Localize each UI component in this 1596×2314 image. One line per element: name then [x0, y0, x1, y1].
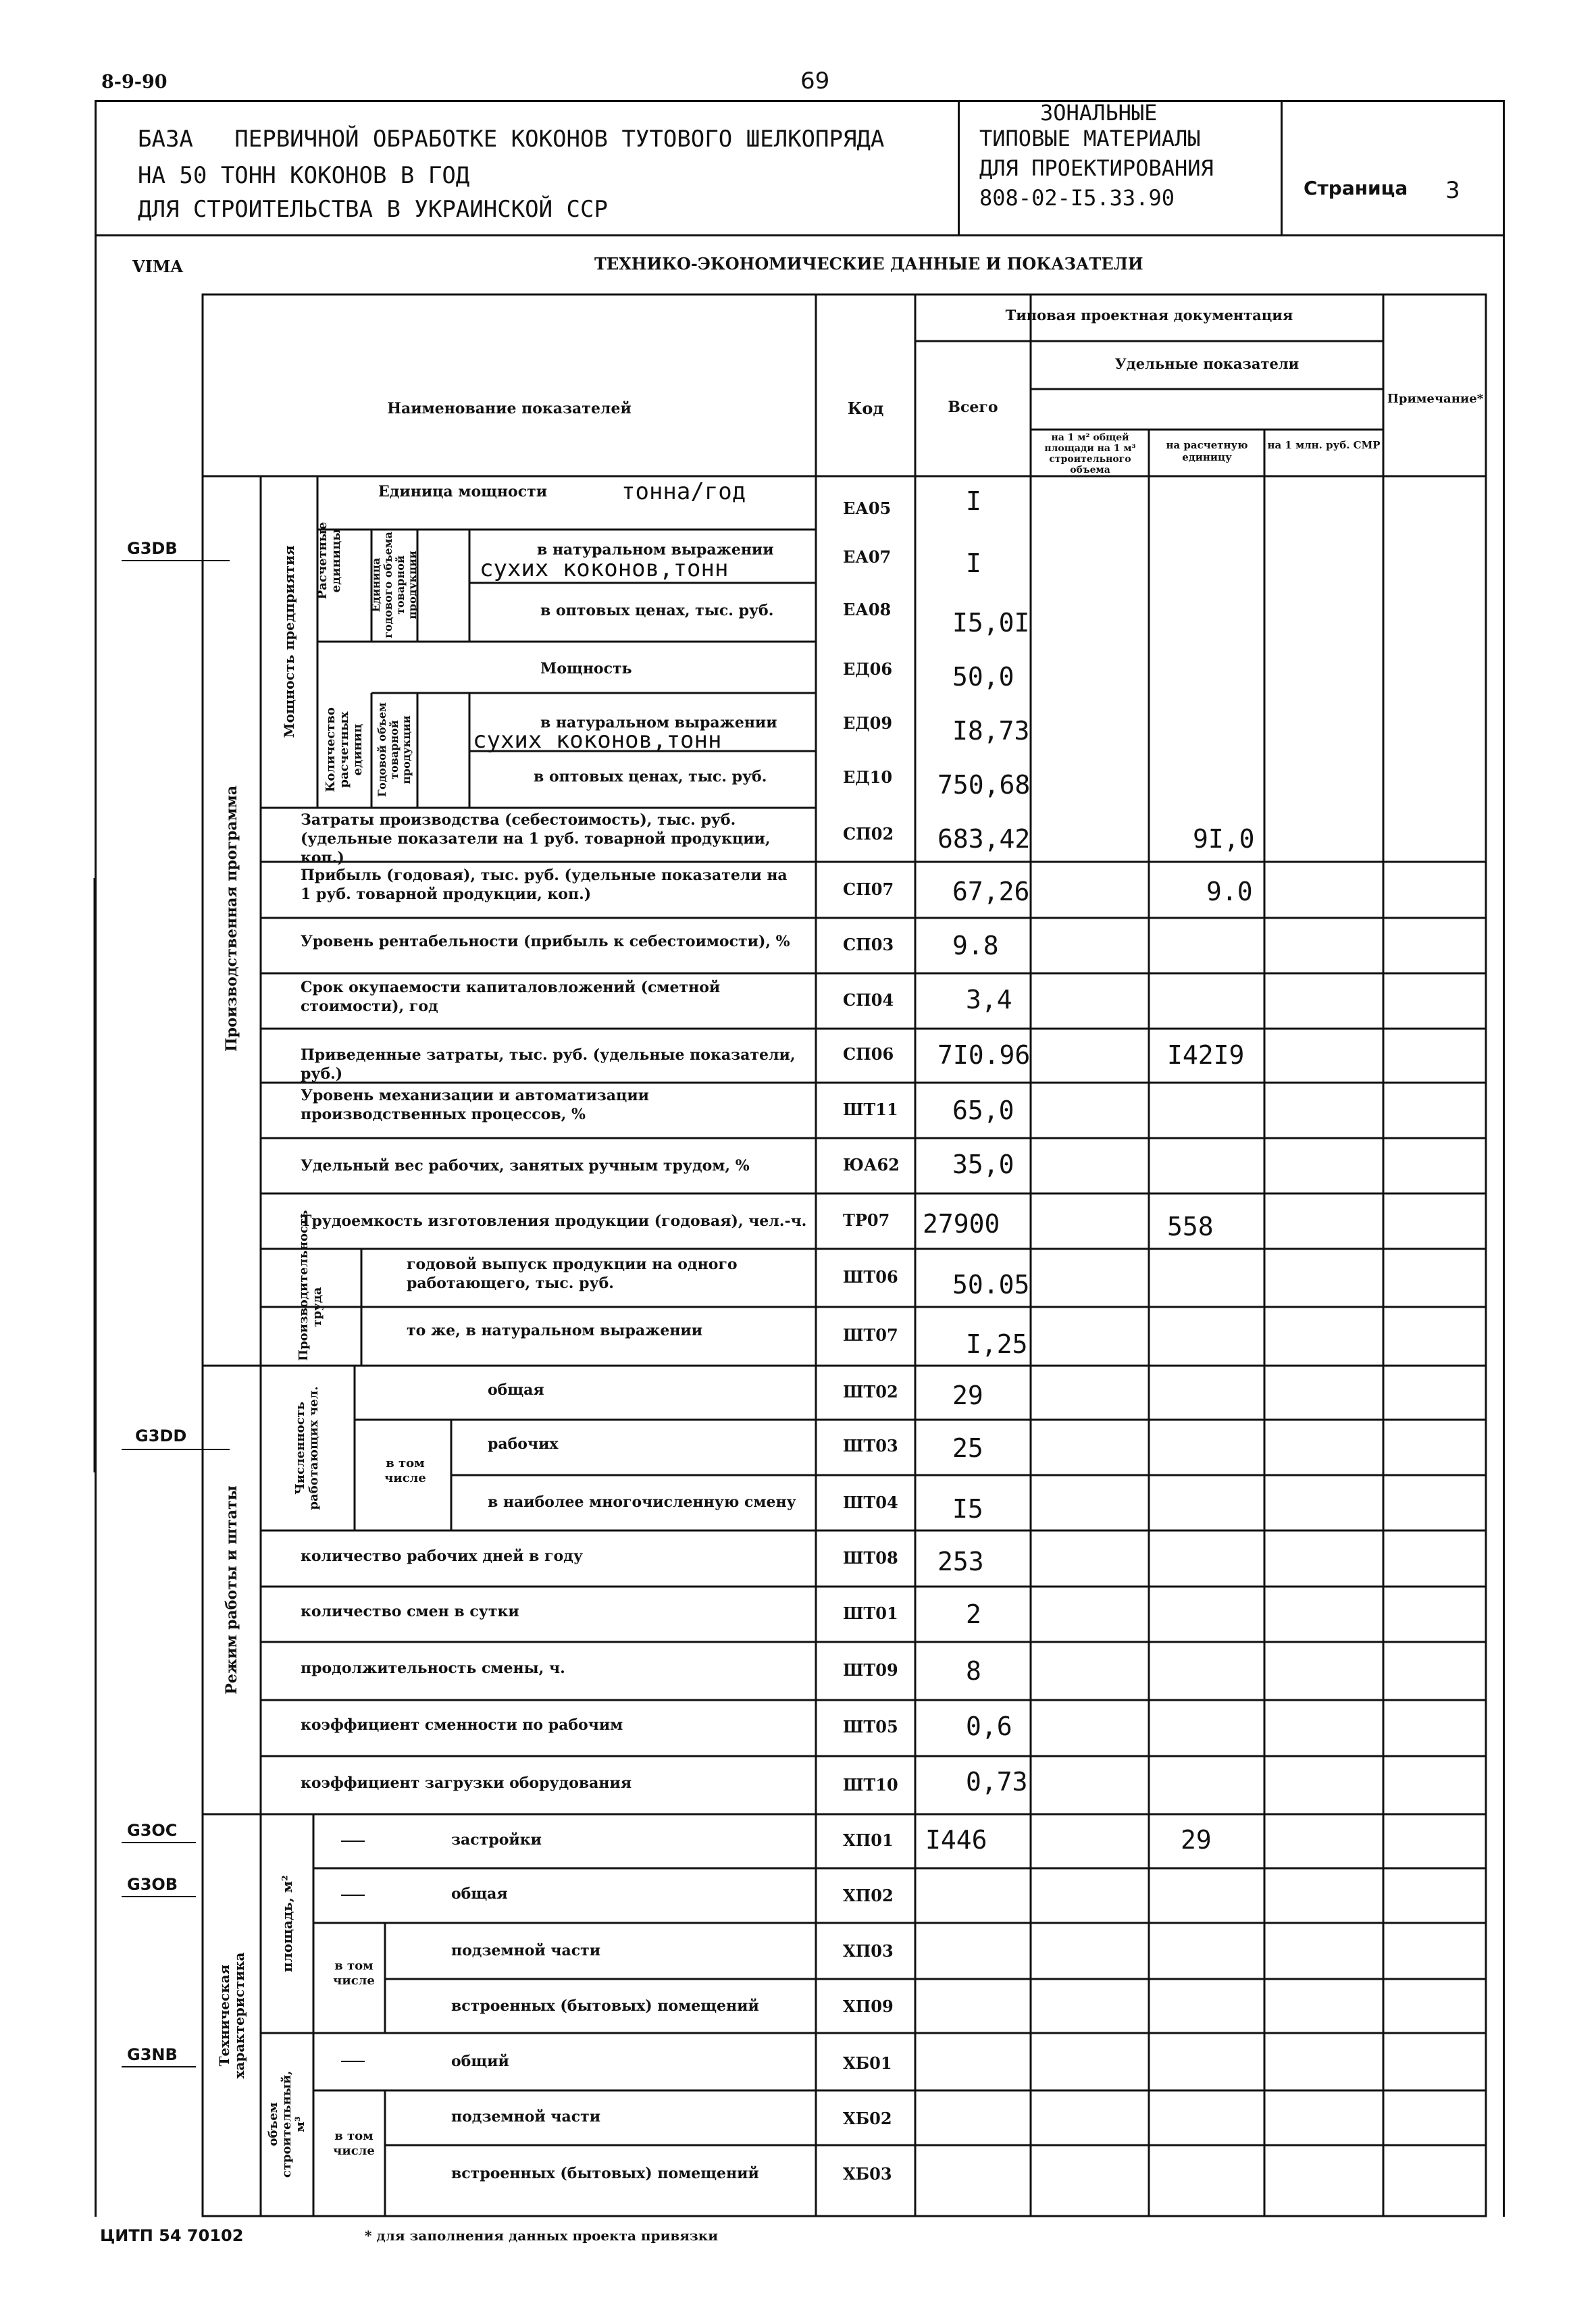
row-total: 0,6 [966, 1712, 1012, 1741]
header-total: Всего [948, 398, 998, 416]
row-code: СП06 [843, 1044, 894, 1064]
project-title-line1: БАЗА ПЕРВИЧНОЙ ОБРАБОТКЕ КОКОНОВ ТУТОВОГО ШЕЛКОПРЯДА [138, 126, 885, 153]
row-total: 35,0 [952, 1150, 1014, 1179]
page-number: 69 [800, 68, 830, 95]
row-code: ХП01 [843, 1830, 894, 1850]
row-label: Уровень рентабельности (прибыль к себестоимости), % [301, 933, 790, 950]
incl-label-1: в том числе [384, 1456, 426, 1485]
row-code: ШТ11 [843, 1100, 898, 1119]
row-total: I,25 [966, 1329, 1028, 1359]
row-label: то же, в натуральном выражении [407, 1322, 703, 1339]
row-extra: сухих коконов,тонн [480, 555, 729, 582]
row-total: 7I0.96 [937, 1040, 1031, 1070]
row-label: Срок окупаемости капиталовложений (сметной стоимости), год [301, 979, 721, 1015]
row-label: подземной части [451, 1942, 601, 1959]
row-total: 750,68 [937, 770, 1031, 800]
group-calc-units: Расчетные единицы [315, 521, 343, 600]
row-code: ХБ01 [843, 2053, 892, 2073]
row-label: подземной части [451, 2108, 601, 2126]
group-calc-units-count: Количество расчетных единиц [324, 707, 365, 792]
row-label: Приведенные затраты, тыс. руб. (удельные показатели, руб.) [301, 1046, 796, 1083]
row-per-unit: 29 [1181, 1825, 1212, 1855]
header-specific: Удельные показатели [1114, 355, 1299, 372]
series-line1: ЗОНАЛЬНЫЕ [1040, 100, 1158, 126]
row-code: ЕД09 [843, 713, 893, 733]
row-code: ЕД10 [843, 767, 893, 787]
row-total: 253 [937, 1547, 984, 1576]
row-total: 50,0 [952, 662, 1014, 692]
row-code: ШТ03 [843, 1436, 898, 1456]
row-label: коэффициент загрузки оборудования [301, 1774, 632, 1792]
row-label: коэффициент сменности по рабочим [301, 1716, 623, 1734]
row-code: СП07 [843, 879, 894, 899]
row-code: ШТ01 [843, 1603, 898, 1623]
row-label: общий [451, 2053, 509, 2070]
row-per-unit: 9I,0 [1193, 824, 1255, 854]
group-technical: Техническая характеристика [216, 1952, 247, 2079]
group-capacity: Мощность предприятия [281, 545, 297, 738]
row-total: I5 [952, 1494, 983, 1524]
side-code: G3DD [135, 1426, 187, 1445]
row-label: в оптовых ценах, тыс. руб. [540, 602, 774, 619]
group-work-mode: Режим работы и штаты [223, 1485, 240, 1695]
row-label: Удельный вес рабочих, занятых ручным трудом, % [301, 1157, 750, 1175]
row-code: ЕА08 [843, 600, 892, 619]
row-label: годовой выпуск продукции на одного работающего, тыс. руб. [407, 1256, 738, 1292]
group-volume: объем строительный, м³ [266, 2070, 307, 2178]
row-label: встроенных (бытовых) помещений [451, 1997, 759, 2015]
row-code: ШТ02 [843, 1382, 898, 1402]
row-label: количество рабочих дней в году [301, 1547, 583, 1565]
row-code: ШТ04 [843, 1493, 898, 1512]
incl-label-2: в том числе [333, 1959, 375, 1988]
header-per-m2: на 1 м² общей площади на 1 м³ строительного объема [1044, 432, 1136, 475]
row-per-unit: 9.0 [1206, 877, 1253, 906]
row-code: ШТ08 [843, 1548, 898, 1568]
row-total: 27900 [923, 1209, 1000, 1239]
row-code: ЕА05 [843, 498, 892, 518]
row-total: 0,73 [966, 1767, 1028, 1797]
row-total: 683,42 [937, 824, 1031, 854]
group-area: площадь, м² [279, 1875, 295, 1972]
row-code: ХП09 [843, 1997, 894, 2016]
row-total: I [966, 548, 981, 578]
row-total: 3,4 [966, 985, 1012, 1014]
row-label: в натуральном выражении [537, 541, 774, 559]
row-label: застройки [451, 1831, 542, 1849]
row-code: ХП03 [843, 1941, 894, 1961]
row-total: I8,73 [952, 716, 1030, 746]
row-label: Трудоемкость изготовления продукции (годовая), чел.-ч. [301, 1212, 807, 1230]
row-total: 9.8 [952, 931, 999, 960]
row-label: в наиболее многочисленную смену [488, 1493, 796, 1511]
group-productivity: Производительность труда [297, 1210, 324, 1361]
row-label: общая [488, 1381, 544, 1399]
row-per-unit: 558 [1167, 1212, 1214, 1241]
row-code: ЮА62 [843, 1155, 900, 1175]
group-unit-annual: Единица годового объема товарной продукции [369, 532, 419, 638]
row-code: СП03 [843, 935, 894, 954]
row-code: ШТ07 [843, 1325, 898, 1345]
row-code: ЕД06 [843, 659, 893, 679]
row-total: I5,0I [952, 608, 1030, 638]
row-total: 8 [966, 1656, 981, 1686]
series-line2: ТИПОВЫЕ МАТЕРИАЛЫ [979, 126, 1201, 151]
row-code: ШТ06 [843, 1267, 898, 1287]
row-label: общая [451, 1885, 508, 1903]
row-total: 50.05 [952, 1270, 1030, 1300]
row-total: 29 [952, 1381, 983, 1410]
row-per-unit: I42I9 [1167, 1040, 1245, 1070]
footer-note: * для заполнения данных проекта привязки [365, 2228, 719, 2244]
row-label: Уровень механизации и автоматизации производственных процессов, % [301, 1087, 649, 1123]
row-code: ХП02 [843, 1886, 894, 1905]
incl-label-3: в том числе [333, 2129, 375, 2158]
row-code: СП02 [843, 824, 894, 844]
header-typical: Типовая проектная документация [1005, 307, 1293, 324]
page-value: 3 [1445, 177, 1460, 204]
section-title: ТЕХНИКО-ЭКОНОМИЧЕСКИЕ ДАННЫЕ И ПОКАЗАТЕЛИ [594, 254, 1143, 274]
header-name: Наименование показателей [387, 400, 632, 417]
series-number: 808-02-I5.33.90 [979, 185, 1175, 211]
side-code: G3OC [127, 1821, 178, 1840]
row-total: I [966, 486, 981, 516]
group-annual-volume: Годовой объем товарной продукции [376, 702, 413, 797]
side-code: G3DB [127, 539, 178, 558]
row-total: I446 [925, 1825, 987, 1855]
row-total: 25 [952, 1433, 983, 1463]
row-code: ХБ02 [843, 2109, 892, 2128]
row-label: Прибыль (годовая), тыс. руб. (удельные показатели на 1 руб. товарной продукции, коп.) [301, 867, 788, 903]
header-code: Код [847, 398, 884, 418]
header-note: Примечание* [1387, 392, 1484, 406]
row-code: СП04 [843, 990, 894, 1010]
row-total: 2 [966, 1599, 981, 1629]
row-label: Единица мощности [378, 483, 548, 500]
side-code: G3NB [127, 2045, 178, 2064]
header-per-unit: на расчетную единицу [1166, 439, 1248, 463]
row-total: 65,0 [952, 1096, 1014, 1125]
row-label: количество смен в сутки [301, 1603, 519, 1620]
row-label: Затраты производства (себестоимость), тыс. руб. (удельные показатели на 1 руб. товарной продукции, коп.) [301, 811, 771, 867]
row-label: в натуральном выражении [540, 714, 777, 731]
series-line3: ДЛЯ ПРОЕКТИРОВАНИЯ [979, 155, 1214, 181]
row-extra: тонна/год [621, 478, 746, 505]
side-code: G3OB [127, 1875, 178, 1894]
row-code: ШТ05 [843, 1717, 898, 1737]
row-code: ХБ03 [843, 2164, 892, 2184]
row-code: ШТ09 [843, 1660, 898, 1680]
row-extra: сухих коконов,тонн [473, 727, 722, 754]
row-label: Мощность [540, 660, 632, 677]
section-code: VIMA [132, 257, 184, 276]
group-production: Производственная программа [223, 785, 240, 1052]
project-title-line2: НА 50 ТОНН КОКОНОВ В ГОД [138, 162, 470, 189]
row-label: рабочих [488, 1435, 559, 1453]
footer-stamp: ЦИТП 54 70102 [100, 2226, 244, 2245]
row-code: ЕА07 [843, 547, 892, 567]
page-label: Страница [1304, 177, 1408, 199]
row-label: встроенных (бытовых) помещений [451, 2165, 759, 2182]
group-workers-count: Численность работающих чел. [293, 1386, 321, 1510]
row-total: 67,26 [952, 877, 1030, 906]
row-label: в оптовых ценах, тыс. руб. [534, 768, 767, 786]
row-code: ТР07 [843, 1210, 890, 1230]
project-title-line3: ДЛЯ СТРОИТЕЛЬСТВА В УКРАИНСКОЙ ССР [138, 196, 608, 223]
doc-number: 8-9-90 [101, 72, 168, 93]
row-code: ШТ10 [843, 1775, 898, 1795]
row-label: продолжительность смены, ч. [301, 1660, 565, 1677]
header-per-mln: на 1 млн. руб. СМР [1267, 439, 1381, 451]
